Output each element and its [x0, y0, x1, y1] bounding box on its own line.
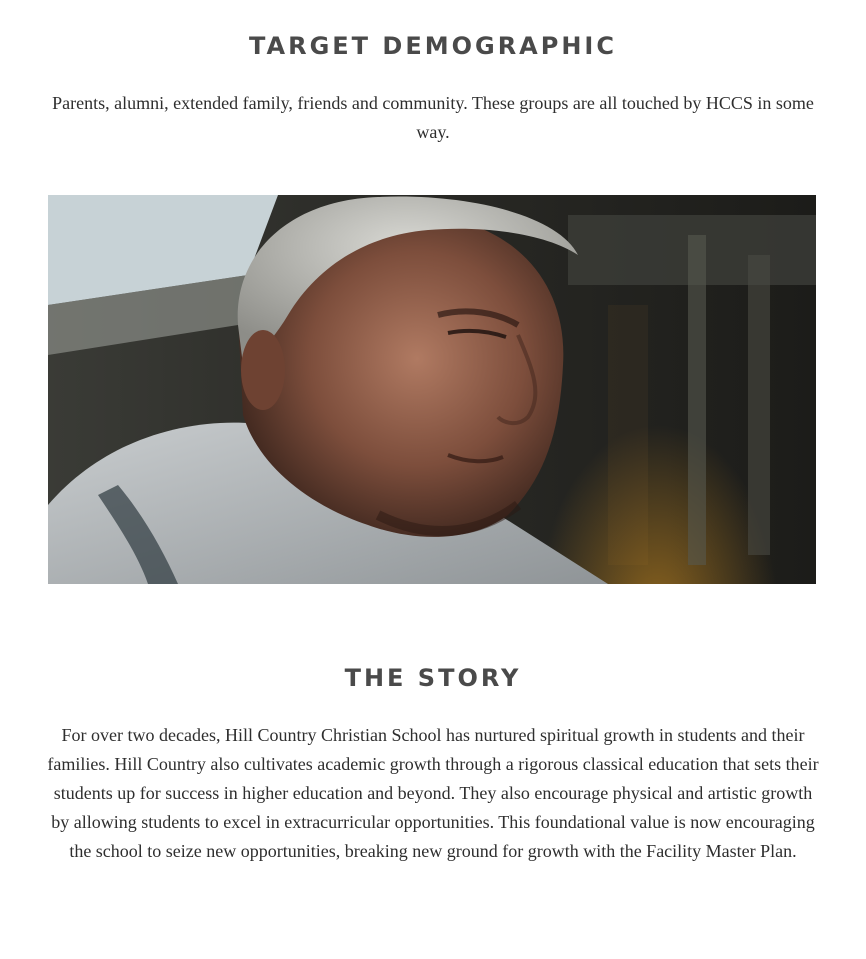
target-demographic-heading: TARGET DEMOGRAPHIC — [249, 32, 617, 60]
target-demographic-text: Parents, alumni, extended family, friends and community. These groups are all touched by HCCS in some way. — [52, 93, 814, 142]
the-story-heading: THE STORY — [344, 664, 522, 692]
the-story-text: For over two decades, Hill Country Christian School has nurtured spiritual growth in students and their families. Hill Country also cultivates academic growth through a rigorous classical education that sets their students up for success in higher education and beyond. They also encourage physical and artistic growth by allowing students to excel in extracurricular opportunities. This foundational value is now encouraging the school to seize new opportunities, breaking new ground for growth with the Facility Master Plan. — [47, 725, 819, 861]
portrait-photo — [48, 195, 816, 584]
portrait-photo-illustration — [48, 195, 816, 584]
